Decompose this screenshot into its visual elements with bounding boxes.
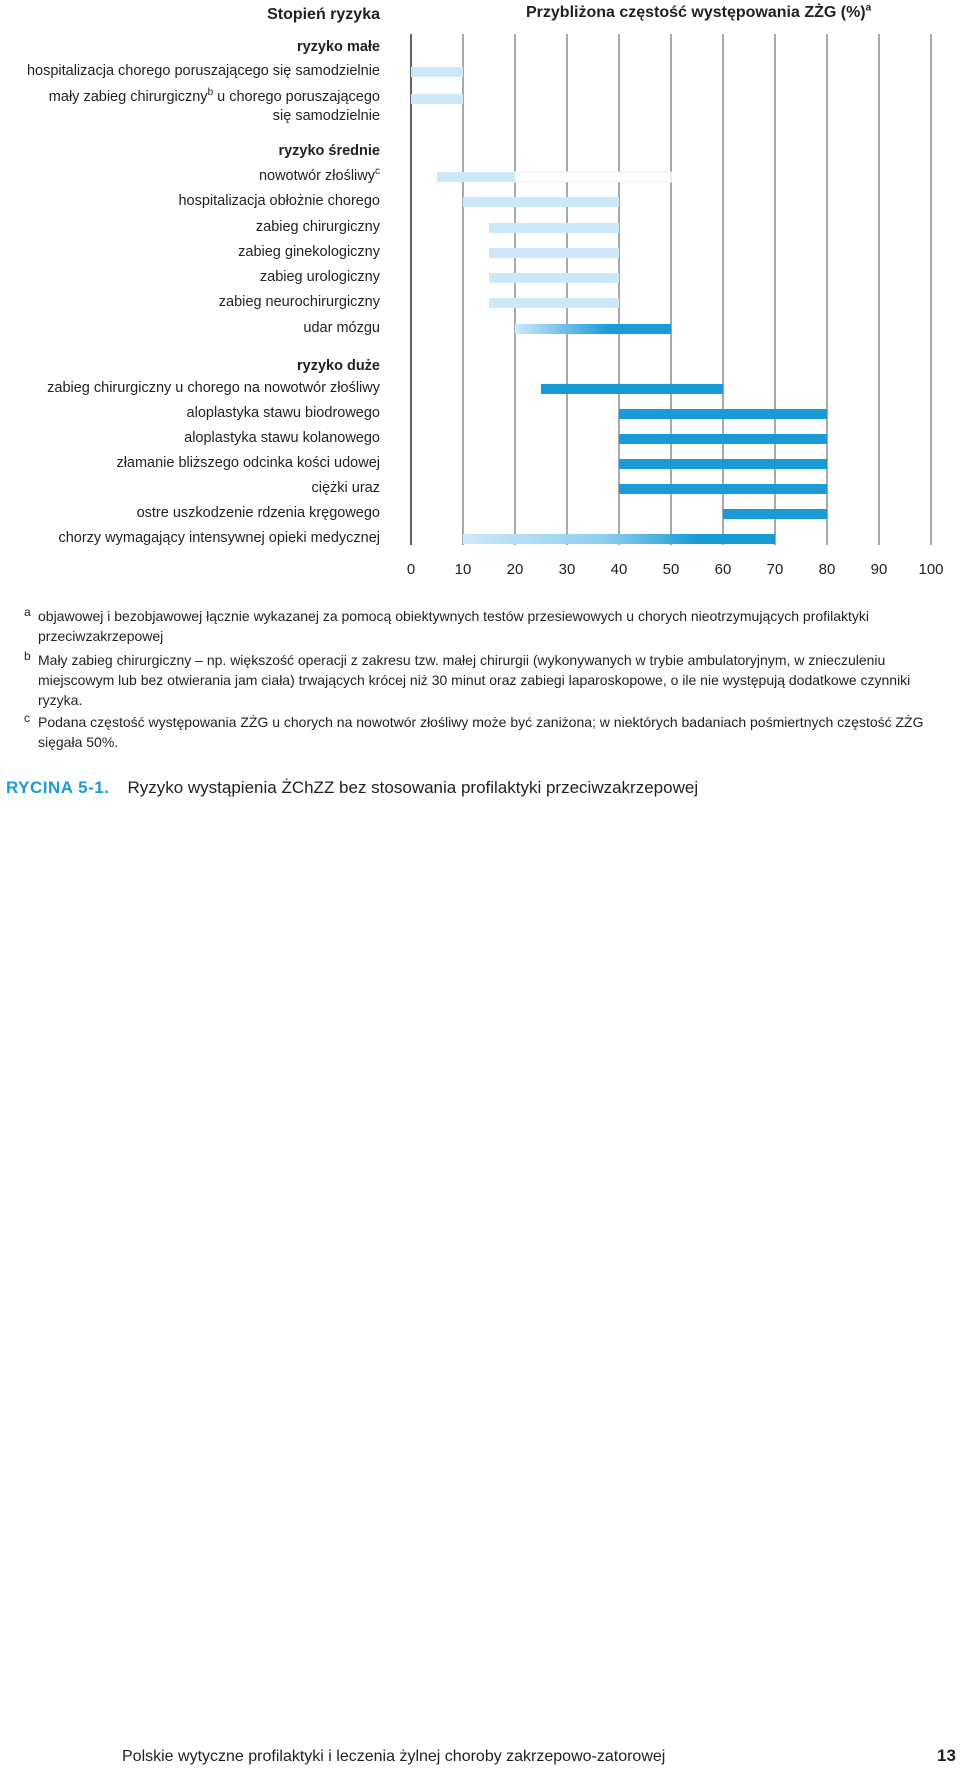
risk-bar-chart	[0, 0, 960, 590]
bar	[489, 248, 619, 258]
x-tick-label: 10	[454, 561, 472, 578]
row-label-text: się samodzielnie	[272, 108, 380, 124]
bar	[489, 273, 619, 283]
footnote	[24, 650, 944, 710]
footnote-text: Mały zabieg chirurgiczny – np. większość operacji z zakresu tzw. małej chirurgii (wykonywanych w trybie ambulatoryjnym, w znieczuleniu miejscowym lub bez otwierania jam ciała) trwających krócej niż 30 minut oraz zabiegi laparoskopowe, o ile nie występują dodatkowe czynniki ryzyka.	[38, 652, 911, 708]
row-label-text: zabieg chirurgiczny u chorego na nowotwór złośliwy	[47, 380, 380, 396]
x-tick-label: 0	[406, 561, 416, 578]
figure-caption	[6, 778, 698, 798]
right-header-text: Przybliżona częstość występowania ZŻG (%)	[526, 4, 866, 21]
footnote-text: Podana częstość występowania ZŻG u chorych na nowotwór złośliwy może być zaniżona; w niektórych badaniach pośmiertnych częstość ZŻG sięgała 50%.	[38, 714, 924, 750]
bar	[541, 384, 723, 394]
footnote-mark: a	[24, 605, 31, 619]
row-label-text: udar mózgu	[303, 320, 380, 336]
bar	[489, 298, 619, 308]
x-tick-label: 30	[558, 561, 576, 578]
figure-caption-text: Ryzyko wystąpienia ŻChZZ bez stosowania profilaktyki przeciwzakrzepowej	[127, 778, 699, 797]
row-label-text: aloplastyka stawu kolanowego	[184, 430, 380, 446]
bar	[463, 534, 775, 544]
row-label-text: ciężki uraz	[311, 480, 380, 496]
x-tick-label: 20	[506, 561, 524, 578]
bar	[489, 223, 619, 233]
row-label-text: aloplastyka stawu biodrowego	[186, 405, 380, 421]
page-number: 13	[937, 1746, 956, 1765]
bar	[411, 94, 463, 104]
right-header-sup: a	[865, 2, 872, 14]
bar	[723, 509, 827, 519]
row-label-text: ostre uszkodzenie rdzenia kręgowego	[136, 505, 380, 521]
bar	[515, 324, 671, 334]
footnote	[24, 606, 944, 646]
footnote-mark: c	[24, 711, 30, 725]
row-label-text: ryzyko duże	[297, 358, 380, 374]
x-tick-label: 80	[818, 561, 836, 578]
row-label-text: ryzyko średnie	[278, 143, 380, 159]
footnote-ref: b	[207, 87, 214, 99]
row-label-text: nowotwór złośliwy	[258, 168, 375, 184]
row-label-text: zabieg neurochirurgiczny	[218, 294, 380, 310]
footnote-mark: b	[24, 649, 31, 663]
bar	[619, 434, 827, 444]
row-label-text: zabieg urologiczny	[259, 269, 380, 285]
row-label-text-cont: u chorego poruszającego	[213, 89, 380, 105]
bar-extension	[515, 172, 671, 182]
x-tick-label: 100	[918, 561, 944, 578]
row-label-text: zabieg chirurgiczny	[255, 219, 380, 235]
x-tick-label: 70	[766, 561, 784, 578]
row-label-text: złamanie bliższego odcinka kości udowej	[116, 455, 380, 471]
bar	[411, 67, 463, 77]
bar	[619, 459, 827, 469]
row-label-text: chorzy wymagający intensywnej opieki medycznej	[58, 530, 380, 546]
footnote-ref: c	[375, 166, 380, 178]
page-footer: Polskie wytyczne profilaktyki i leczenia żylnej choroby zakrzepowo-zatorowej	[122, 1748, 666, 1765]
bar	[619, 409, 827, 419]
figure-number: RYCINA 5-1.	[6, 778, 110, 797]
bar	[619, 484, 827, 494]
left-column-header: Stopień ryzyka	[267, 6, 380, 23]
x-tick-label: 50	[662, 561, 680, 578]
x-tick-label: 60	[714, 561, 732, 578]
row-label-text: hospitalizacja obłożnie chorego	[178, 193, 380, 209]
x-tick-label: 40	[610, 561, 628, 578]
footnote	[24, 712, 944, 752]
bar	[437, 172, 515, 182]
row-label-text: mały zabieg chirurgiczny	[48, 89, 208, 105]
row-label-text: hospitalizacja chorego poruszającego się samodzielnie	[26, 63, 380, 79]
bar	[463, 197, 619, 207]
row-label-text: zabieg ginekologiczny	[238, 244, 380, 260]
row-label-text: ryzyko małe	[296, 39, 380, 55]
footnote-text: objawowej i bezobjawowej łącznie wykazanej za pomocą obiektywnych testów przesiewowych u chorych nieotrzymujących profilaktyki przeciwzakrzepowej	[38, 608, 870, 644]
x-tick-label: 90	[870, 561, 888, 578]
